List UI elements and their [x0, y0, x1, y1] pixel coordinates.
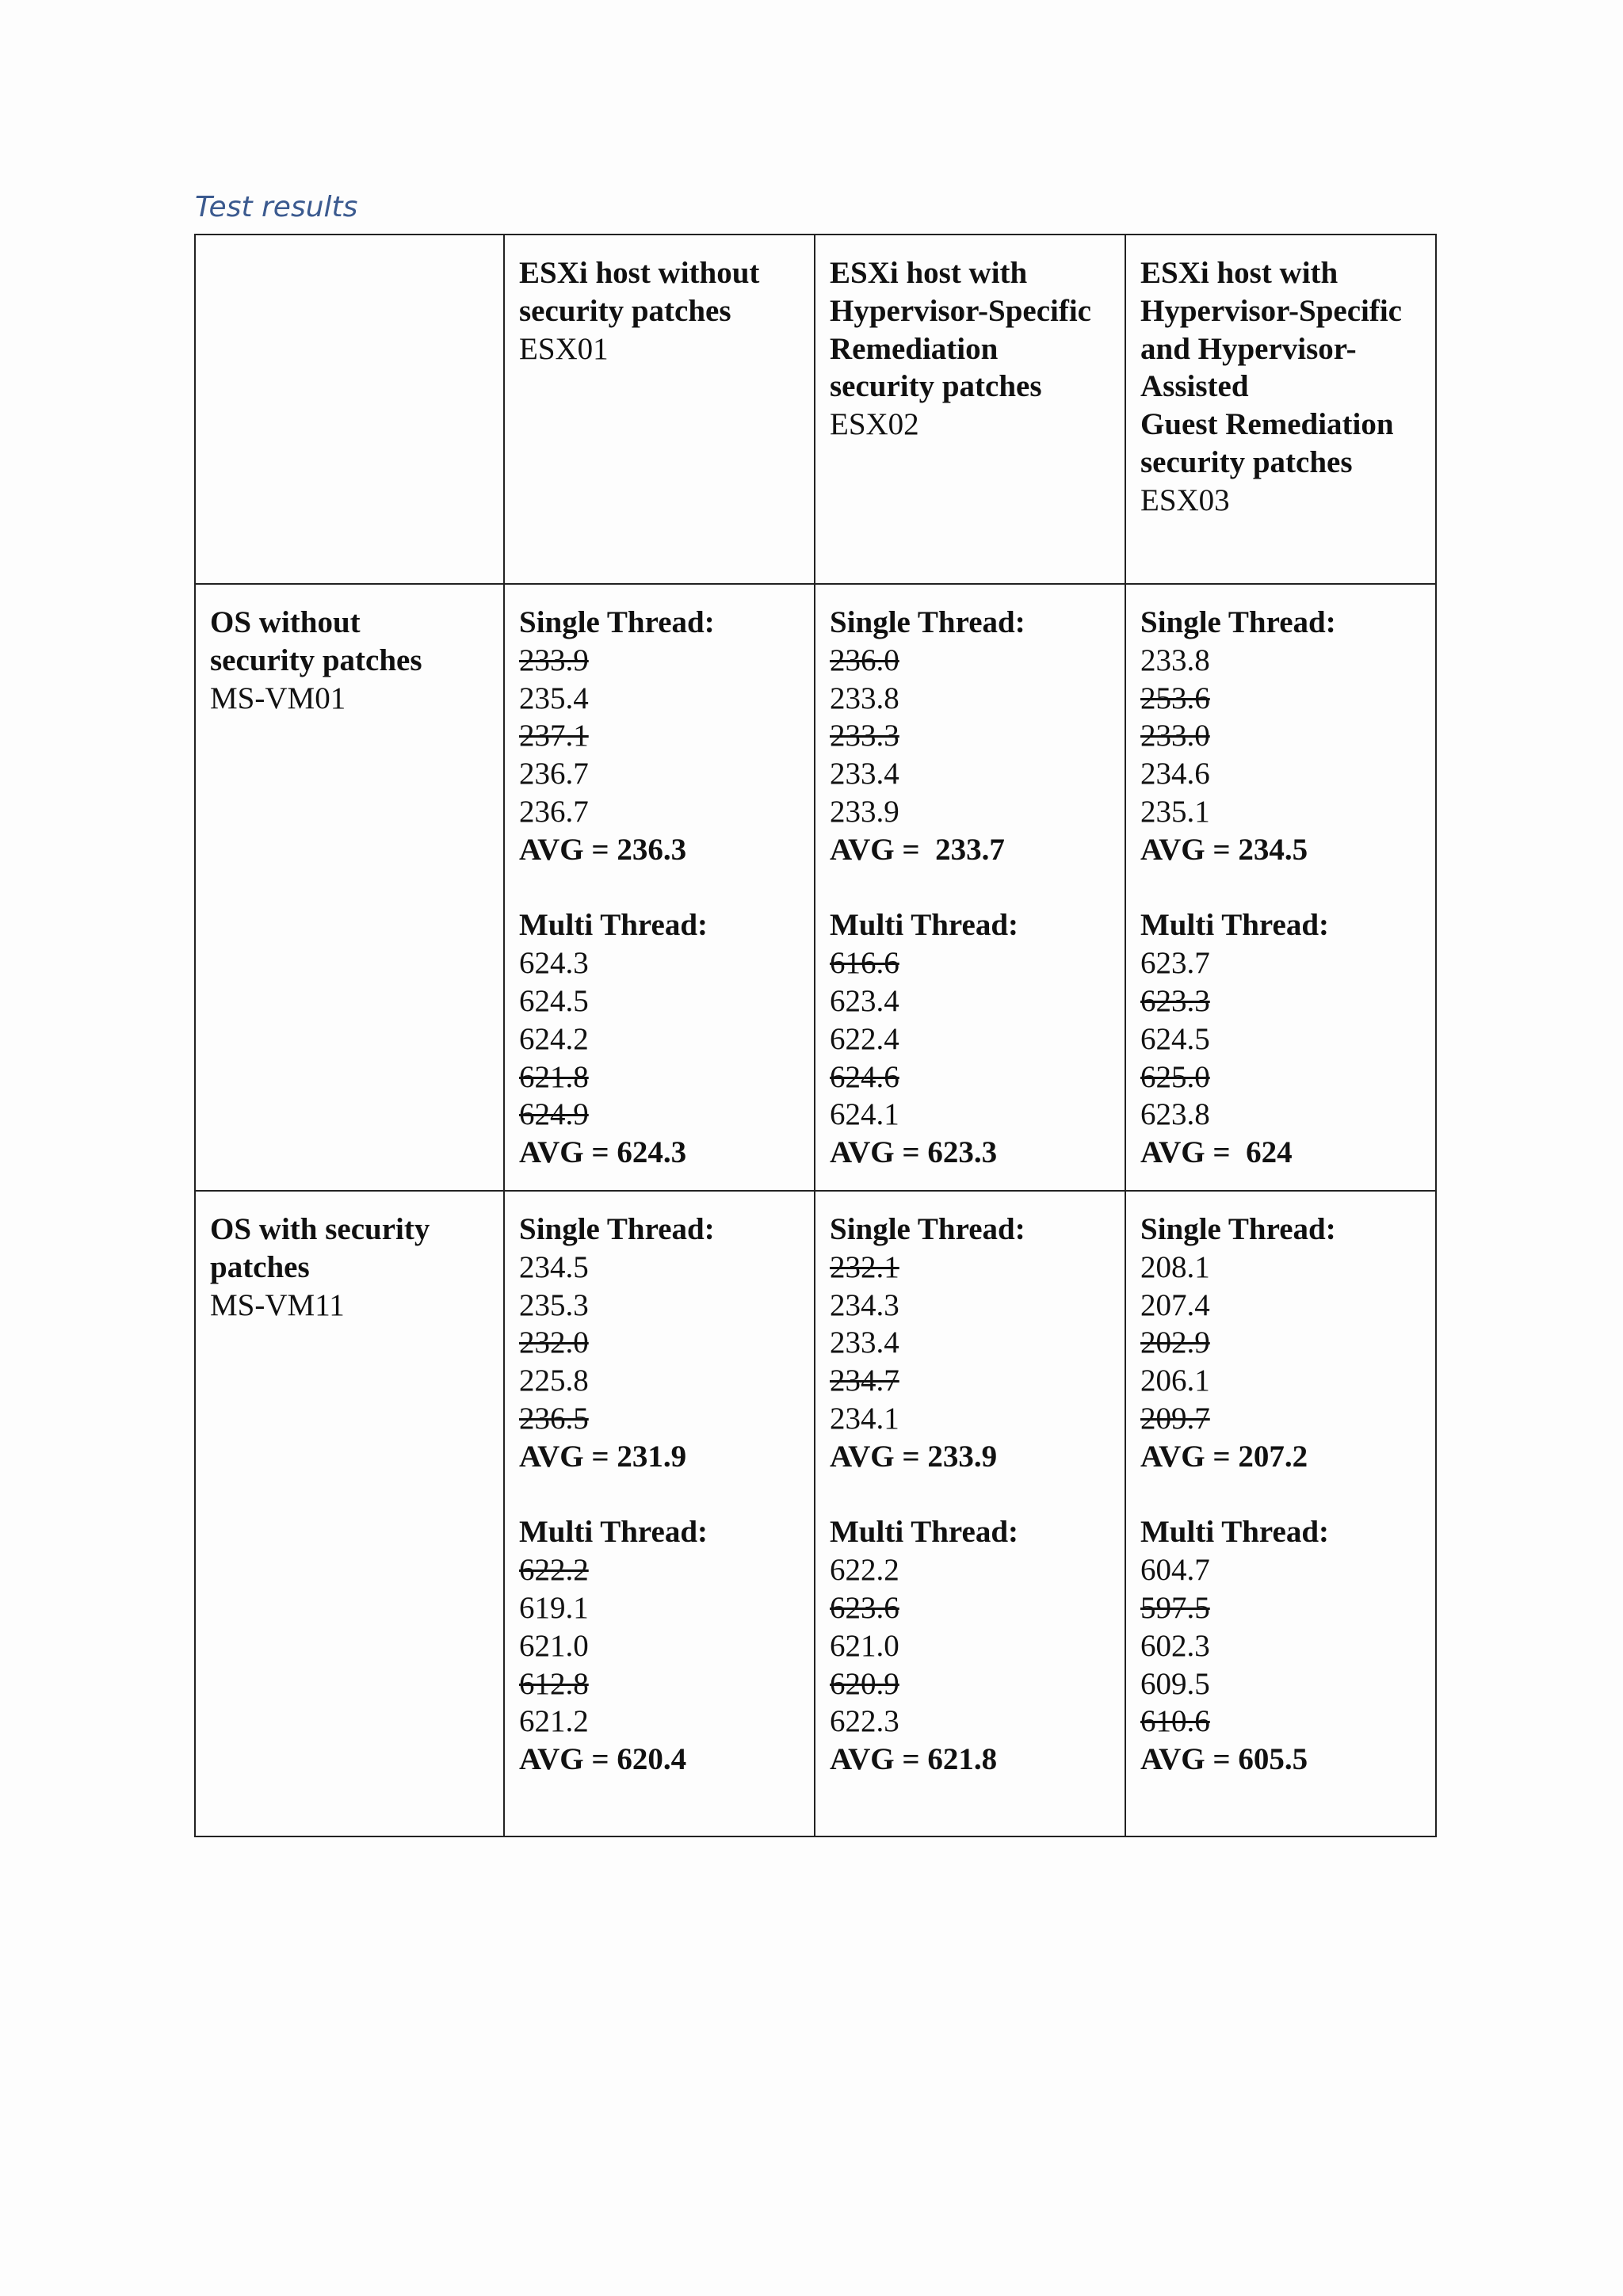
column-header-esx01 — [504, 235, 815, 584]
spacer — [1140, 1476, 1421, 1514]
results-table — [194, 234, 1437, 1837]
struck-value: 232.1 — [830, 1249, 899, 1284]
column-title-line: Assisted — [1140, 369, 1249, 404]
struck-value: 233.0 — [1140, 719, 1210, 753]
column-host-id: ESX03 — [1140, 482, 1230, 517]
result-cell — [1125, 1191, 1436, 1836]
value: 207.4 — [1140, 1287, 1210, 1322]
column-header-esx02 — [815, 235, 1125, 584]
struck-value: 622.2 — [519, 1553, 589, 1588]
spacer — [519, 869, 800, 907]
corner-cell — [195, 235, 504, 584]
row-header-ms-vm11 — [195, 1191, 504, 1836]
single-thread-avg: AVG = 233.7 — [830, 832, 1005, 867]
spacer — [519, 1476, 800, 1514]
struck-value: 616.6 — [830, 946, 899, 981]
value: 624.5 — [1140, 1021, 1210, 1056]
value: 225.8 — [519, 1363, 589, 1398]
value: 235.4 — [519, 681, 589, 715]
single-thread-avg: AVG = 234.5 — [1140, 832, 1308, 867]
multi-thread-avg: AVG = 621.8 — [830, 1742, 998, 1777]
result-cell — [504, 584, 815, 1191]
struck-value: 597.5 — [1140, 1590, 1210, 1625]
result-cell — [815, 584, 1125, 1191]
value: 233.4 — [830, 757, 899, 791]
struck-value: 624.6 — [830, 1059, 899, 1094]
column-title-line: Hypervisor-Specific — [830, 293, 1091, 328]
struck-value: 237.1 — [519, 719, 589, 753]
header-row — [195, 235, 1436, 584]
value: 233.8 — [1140, 643, 1210, 677]
row-title-line: OS with security — [210, 1212, 430, 1246]
value: 623.4 — [830, 983, 899, 1018]
single-thread-label: Single Thread: — [830, 605, 1025, 639]
single-thread-avg: AVG = 231.9 — [519, 1439, 687, 1474]
column-title-line: security patches — [830, 369, 1042, 404]
struck-value: 624.9 — [519, 1097, 589, 1132]
value: 609.5 — [1140, 1666, 1210, 1701]
single-thread-avg: AVG = 236.3 — [519, 832, 687, 867]
column-title-line: Remediation — [830, 331, 999, 366]
value: 234.1 — [830, 1401, 899, 1436]
multi-thread-label: Multi Thread: — [1140, 1515, 1329, 1550]
column-title-line: Hypervisor-Specific — [1140, 293, 1402, 328]
value: 624.3 — [519, 946, 589, 981]
spacer — [830, 869, 1110, 907]
value: 236.7 — [519, 757, 589, 791]
value: 206.1 — [1140, 1363, 1210, 1398]
row-vm-id: MS-VM11 — [210, 1287, 345, 1322]
single-thread-label: Single Thread: — [1140, 605, 1336, 639]
value: 621.0 — [830, 1628, 899, 1663]
multi-thread-label: Multi Thread: — [830, 908, 1018, 943]
column-title-line: ESXi host without — [519, 256, 760, 290]
multi-thread-avg: AVG = 624.3 — [519, 1135, 687, 1170]
row-ms-vm01 — [195, 584, 1436, 1191]
struck-value: 253.6 — [1140, 681, 1210, 715]
struck-value: 625.0 — [1140, 1059, 1210, 1094]
value: 233.9 — [830, 794, 899, 829]
column-title-line: security patches — [519, 293, 731, 328]
value: 604.7 — [1140, 1553, 1210, 1588]
multi-thread-avg: AVG = 623.3 — [830, 1135, 998, 1170]
struck-value: 610.6 — [1140, 1704, 1210, 1739]
value: 619.1 — [519, 1590, 589, 1625]
single-thread-label: Single Thread: — [519, 605, 715, 639]
struck-value: 232.0 — [519, 1325, 589, 1360]
multi-thread-label: Multi Thread: — [519, 908, 708, 943]
row-vm-id: MS-VM01 — [210, 681, 346, 715]
value: 602.3 — [1140, 1628, 1210, 1663]
value: 624.1 — [830, 1097, 899, 1132]
spacer — [830, 1476, 1110, 1514]
row-title-line: OS without — [210, 605, 361, 639]
struck-value: 623.6 — [830, 1590, 899, 1625]
value: 623.8 — [1140, 1097, 1210, 1132]
column-title-line: ESXi host with — [1140, 256, 1338, 290]
value: 624.5 — [519, 983, 589, 1018]
value: 233.8 — [830, 681, 899, 715]
spacer — [1140, 869, 1421, 907]
struck-value: 234.7 — [830, 1363, 899, 1398]
value: 234.3 — [830, 1287, 899, 1322]
result-cell — [815, 1191, 1125, 1836]
value: 624.2 — [519, 1021, 589, 1056]
single-thread-label: Single Thread: — [830, 1212, 1025, 1246]
value: 208.1 — [1140, 1249, 1210, 1284]
struck-value: 233.9 — [519, 643, 589, 677]
value: 236.7 — [519, 794, 589, 829]
value: 623.7 — [1140, 946, 1210, 981]
value: 235.1 — [1140, 794, 1210, 829]
column-title-line: Guest Remediation — [1140, 407, 1394, 442]
multi-thread-label: Multi Thread: — [519, 1515, 708, 1550]
column-title-line: and Hypervisor- — [1140, 331, 1357, 366]
struck-value: 209.7 — [1140, 1401, 1210, 1436]
struck-value: 620.9 — [830, 1666, 899, 1701]
struck-value: 621.8 — [519, 1059, 589, 1094]
multi-thread-avg: AVG = 624 — [1140, 1135, 1293, 1170]
value: 234.5 — [519, 1249, 589, 1284]
multi-thread-avg: AVG = 605.5 — [1140, 1742, 1308, 1777]
column-header-esx03 — [1125, 235, 1436, 584]
column-title-line: security patches — [1140, 444, 1353, 479]
single-thread-label: Single Thread: — [1140, 1212, 1336, 1246]
struck-value: 236.5 — [519, 1401, 589, 1436]
value: 621.2 — [519, 1704, 589, 1739]
struck-value: 202.9 — [1140, 1325, 1210, 1360]
struck-value: 236.0 — [830, 643, 899, 677]
result-cell — [1125, 584, 1436, 1191]
row-title-line: patches — [210, 1249, 310, 1284]
value: 621.0 — [519, 1628, 589, 1663]
multi-thread-label: Multi Thread: — [1140, 908, 1329, 943]
value: 622.4 — [830, 1021, 899, 1056]
value: 235.3 — [519, 1287, 589, 1322]
multi-thread-label: Multi Thread: — [830, 1515, 1018, 1550]
struck-value: 233.3 — [830, 719, 899, 753]
column-host-id: ESX02 — [830, 407, 919, 442]
value: 233.4 — [830, 1325, 899, 1360]
result-cell — [504, 1191, 815, 1836]
column-title-line: ESXi host with — [830, 256, 1028, 290]
row-header-ms-vm01 — [195, 584, 504, 1191]
value: 622.3 — [830, 1704, 899, 1739]
caption: Test results — [195, 191, 358, 223]
single-thread-label: Single Thread: — [519, 1212, 715, 1246]
single-thread-avg: AVG = 233.9 — [830, 1439, 998, 1474]
single-thread-avg: AVG = 207.2 — [1140, 1439, 1308, 1474]
struck-value: 612.8 — [519, 1666, 589, 1701]
column-host-id: ESX01 — [519, 331, 609, 366]
value: 234.6 — [1140, 757, 1210, 791]
row-title-line: security patches — [210, 643, 422, 677]
struck-value: 623.3 — [1140, 983, 1210, 1018]
multi-thread-avg: AVG = 620.4 — [519, 1742, 687, 1777]
row-ms-vm11 — [195, 1191, 1436, 1836]
value: 622.2 — [830, 1553, 899, 1588]
